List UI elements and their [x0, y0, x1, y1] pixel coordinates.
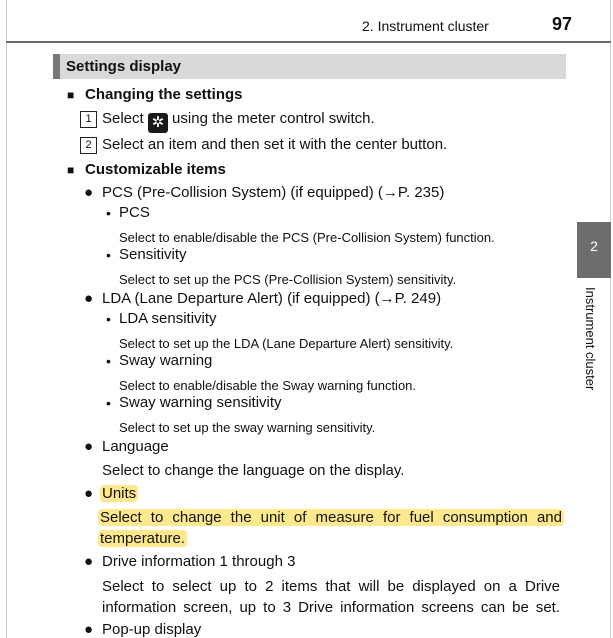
drive-info-desc-line-2: information screen, up to 3 Drive information screens can be set.: [102, 599, 560, 616]
units-title-highlight: Units: [102, 485, 137, 502]
pcs-title: PCS (Pre-Collision System) (if equipped) (→P. 235): [102, 184, 445, 201]
dot-icon: •: [106, 205, 111, 221]
language-desc: Select to change the language on the display.: [102, 462, 405, 479]
units-desc-line-1: [98, 509, 564, 526]
lda-sensitivity-desc: Select to set up the LDA (Lane Departure Alert) sensitivity.: [119, 336, 454, 351]
step-2-number: 2: [80, 137, 97, 154]
language-title: Language: [102, 438, 169, 455]
section-title-bar: [53, 54, 566, 79]
units-desc-highlight-2: temperature.: [100, 530, 186, 547]
step-1-number: 1: [80, 111, 97, 128]
sway-sensitivity-desc: Select to set up the sway warning sensitivity.: [119, 420, 376, 435]
sensitivity-desc: Select to set up the PCS (Pre-Collision System) sensitivity.: [119, 272, 457, 287]
step-1-text: [102, 110, 375, 133]
bullet-icon: ●: [84, 438, 94, 455]
customizable-items-heading: Customizable items: [85, 161, 226, 178]
square-bullet-icon: ■: [67, 163, 75, 177]
pcs-sub-desc: Select to enable/disable the PCS (Pre-Collision System) function.: [119, 230, 495, 245]
popup-title: Pop-up display: [102, 621, 202, 638]
step-1-before: Select: [102, 110, 144, 127]
units-title: [100, 485, 138, 502]
section-title: Settings display: [66, 58, 182, 75]
dot-icon: •: [106, 353, 111, 369]
changing-settings-heading: Changing the settings: [85, 86, 243, 103]
bullet-icon: ●: [84, 290, 94, 307]
chapter-tab: 2: [577, 222, 611, 278]
page-number: 97: [552, 14, 573, 34]
sway-sensitivity-label: Sway warning sensitivity: [119, 394, 282, 411]
chapter-tab-label: Instrument cluster: [583, 287, 598, 391]
gear-icon: ✲: [148, 113, 168, 133]
step-1-after: using the meter control switch.: [172, 110, 375, 127]
dot-icon: •: [106, 311, 111, 327]
sensitivity-label: Sensitivity: [119, 246, 187, 263]
lda-sensitivity-label: LDA sensitivity: [119, 310, 217, 327]
dot-icon: •: [106, 395, 111, 411]
step-2-text: Select an item and then set it with the center button.: [102, 136, 448, 153]
drive-info-title: Drive information 1 through 3: [102, 553, 296, 570]
bullet-icon: ●: [84, 621, 94, 638]
header-divider: [6, 41, 611, 43]
pcs-sub-label: PCS: [119, 204, 150, 221]
sway-warning-desc: Select to enable/disable the Sway warning function.: [119, 378, 417, 393]
bullet-icon: ●: [84, 485, 94, 502]
square-bullet-icon: ■: [67, 88, 75, 102]
chapter-header: 2. Instrument cluster: [362, 18, 489, 34]
dot-icon: •: [106, 247, 111, 263]
sway-warning-label: Sway warning: [119, 352, 213, 369]
bullet-icon: ●: [84, 553, 94, 570]
units-desc-highlight-1: Select to change the unit of measure for fuel consumption and: [100, 509, 562, 526]
drive-info-desc-line-1: Select to select up to 2 items that will be displayed on a Drive: [102, 578, 560, 595]
bullet-icon: ●: [84, 184, 94, 201]
lda-title: LDA (Lane Departure Alert) (if equipped) (→P. 249): [102, 290, 442, 307]
units-desc-line-2: [98, 530, 187, 547]
